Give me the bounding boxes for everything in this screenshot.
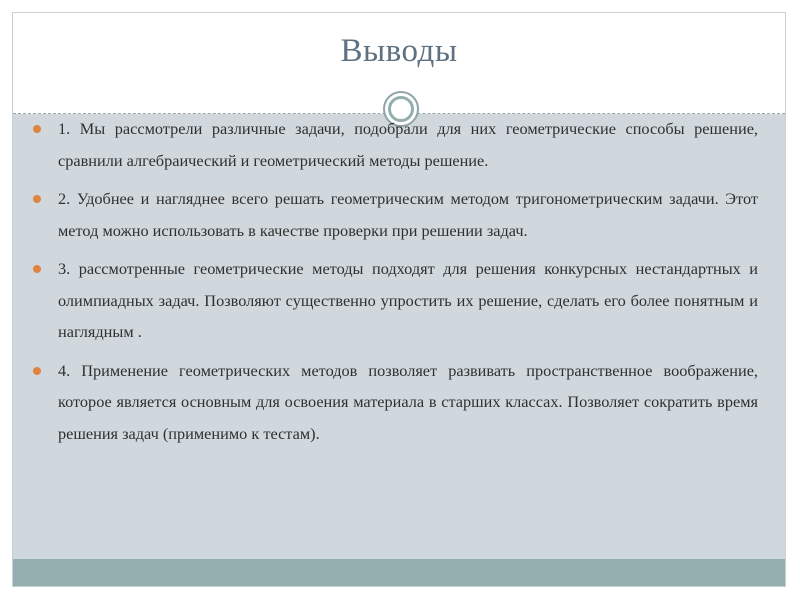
bullet-dot-icon [33, 265, 41, 273]
bullet-text: 2. Удобнее и нагляднее всего решать геометрическим методом тригонометрическим задачи. Этот метод можно использовать в качестве проверки при решении задач. [58, 189, 758, 240]
bullet-dot-icon [33, 195, 41, 203]
bullet-dot-icon [33, 125, 41, 133]
bullet-item [30, 183, 758, 246]
bullet-dot-icon [33, 367, 41, 375]
bullet-list [30, 113, 758, 456]
footer-bar [13, 559, 785, 586]
bullet-text: 3. рассмотренные геометрические методы подходят для решения конкурсных нестандартных и олимпиадных задач. Позволяют существенно упростить их решение, сделать его более понятным и наглядным . [58, 259, 758, 341]
slide-title: Выводы [340, 33, 458, 69]
bullet-item [30, 113, 758, 176]
bullet-item [30, 355, 758, 450]
bullet-text: 4. Применение геометрических методов позволяет развивать пространственное воображение, которое является основным для освоения материала в старших классах. Позволяет сократить время решения задач (применимо к тестам). [58, 360, 758, 443]
bullet-text: 1. Мы рассмотрели различные задачи, подобрали для них геометрические способы решение, сравнили алгебраический и геометрический методы решение. [58, 119, 758, 170]
bullet-item [30, 253, 758, 348]
